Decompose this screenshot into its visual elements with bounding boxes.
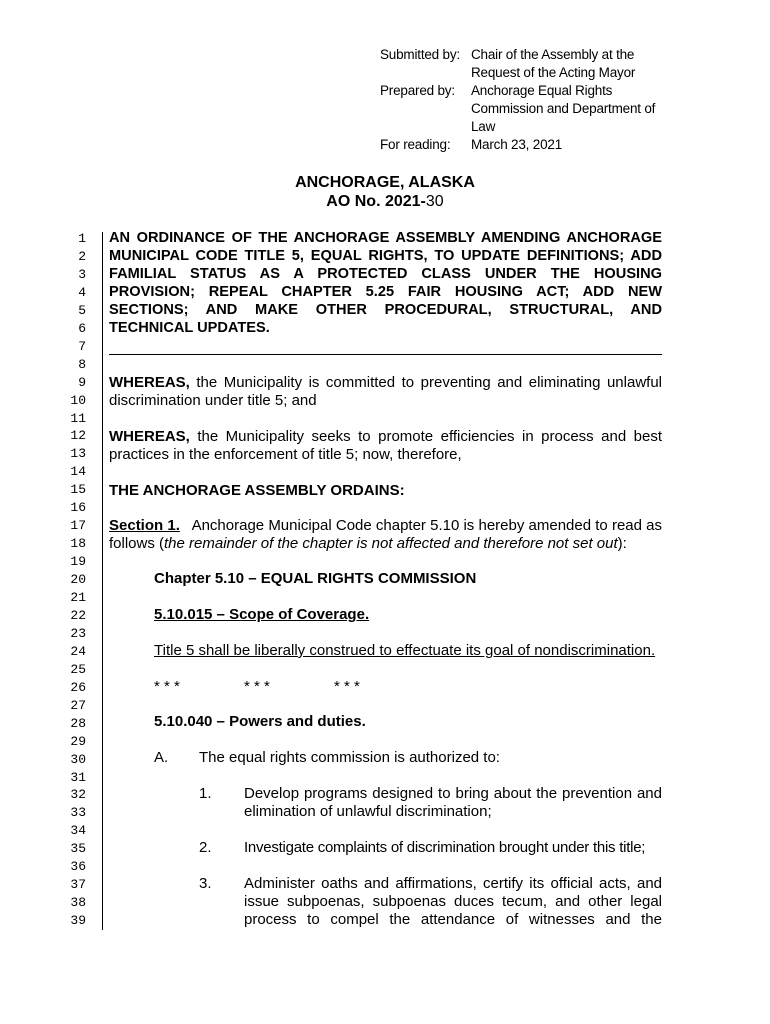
line-number: 22 (70, 607, 86, 623)
subsection-a-label: A. (154, 749, 169, 766)
prepared-by-label: Prepared by: (380, 83, 455, 98)
section-1-text: Anchorage Municipal Code chapter 5.10 is hereby amended to read as follows ( (109, 517, 667, 552)
line-number: 39 (70, 913, 86, 929)
scope-text: Title 5 shall be liberally construed to effectuate its goal of nondiscrimination. (154, 642, 656, 659)
line-number: 32 (70, 787, 86, 803)
line-number: 21 (70, 590, 86, 605)
ordains-statement: THE ANCHORAGE ASSEMBLY ORDAINS: (109, 482, 405, 499)
submitted-by-value: Chair of the Assembly at the Request of the Acting Mayor (471, 47, 636, 80)
line-number: 16 (70, 500, 86, 516)
line-number: 18 (70, 536, 86, 552)
line-number: 27 (70, 697, 86, 713)
item-text: Investigate complaints of discrimination brought under this title; (244, 839, 646, 856)
ordinance-title: AN ORDINANCE OF THE ANCHORAGE ASSEMBLY AMENDING ANCHORAGE MUNICIPAL CODE TITLE 5, EQUAL RIGHTS, TO UPDATE DEFINITIONS; ADD FAMILIAL STATUS AS A PROTECTED CLASS UNDER THE HOUSING PROVISION; REPEAL CHAPTER 5.25 FAIR HOUSING ACT; ADD NEW SECTIONS; AND MAKE OTHER PROCEDURAL, STRUCTURAL, AND TECHNICAL UPDATES. (109, 230, 662, 336)
powers-heading: 5.10.040 – Powers and duties. (154, 713, 366, 730)
line-number: 17 (70, 518, 86, 534)
subsection-a-text: The equal rights commission is authorized to: (199, 749, 500, 766)
omission-marker: * * * (334, 678, 360, 695)
line-number: 38 (70, 895, 86, 911)
title-divider (109, 354, 662, 355)
line-number: 23 (70, 625, 86, 641)
section-1-label: Section 1. (109, 517, 180, 534)
line-number: 34 (70, 823, 86, 839)
line-number: 8 (78, 356, 86, 372)
line-number: 20 (70, 572, 86, 588)
line-number: 6 (78, 320, 86, 336)
section-1 (109, 517, 667, 553)
line-number: 1 (78, 231, 86, 246)
for-reading-value: March 23, 2021 (471, 137, 563, 152)
line-number: 36 (70, 859, 86, 875)
ordinance-number (0, 193, 770, 211)
chapter-heading: Chapter 5.10 – EQUAL RIGHTS COMMISSION (154, 570, 477, 587)
omission-marker: * * * (244, 678, 270, 695)
left-margin-rule (102, 232, 103, 930)
whereas-text: the Municipality seeks to promote efficiencies in process and best practices in the enforcement of title 5; now, therefore, (109, 428, 662, 463)
line-number: 24 (70, 643, 86, 659)
line-number: 31 (70, 769, 86, 785)
line-number: 35 (70, 841, 86, 857)
whereas-clause-1 (109, 374, 662, 410)
line-number: 3 (78, 266, 86, 282)
item-number: 1. (199, 785, 212, 802)
item-text: Administer oaths and affirmations, certify its official acts, and issue subpoenas, subpoenas duces tecum, and other legal process to compel the attendance of witnesses and the (244, 875, 662, 928)
item-text: Develop programs designed to bring about the prevention and elimination of unlawful discrimination; (244, 785, 662, 820)
line-number: 7 (78, 338, 86, 354)
city-heading: ANCHORAGE, ALASKA (295, 174, 475, 191)
line-number: 11 (70, 410, 86, 426)
line-number: 12 (70, 428, 86, 444)
line-number: 4 (78, 284, 86, 300)
for-reading-label: For reading: (380, 137, 451, 152)
item-number: 3. (199, 875, 212, 892)
line-number: 26 (70, 679, 86, 695)
line-number: 33 (70, 805, 86, 821)
section-1-text-end: ): (617, 535, 627, 552)
line-number: 13 (70, 446, 86, 462)
prepared-by-value: Anchorage Equal Rights Commission and Department of Law (471, 83, 656, 134)
line-number: 15 (70, 482, 86, 498)
whereas-lead: WHEREAS, (109, 374, 190, 391)
whereas-lead: WHEREAS, (109, 428, 190, 445)
ao-number: 30 (425, 193, 444, 210)
line-number: 25 (70, 661, 86, 677)
line-number: 9 (78, 374, 86, 390)
item-number: 2. (199, 839, 212, 856)
line-number: 37 (70, 877, 86, 893)
line-number: 19 (70, 554, 86, 570)
whereas-clause-2 (109, 428, 662, 464)
line-number: 5 (78, 302, 86, 318)
omission-marker: * * * (154, 678, 180, 695)
line-number: 29 (70, 733, 86, 749)
scope-heading: 5.10.015 – Scope of Coverage. (154, 606, 370, 623)
line-number: 14 (70, 464, 86, 480)
line-number: 2 (78, 248, 86, 264)
line-number: 10 (70, 392, 86, 408)
ao-prefix: AO No. 2021- (326, 193, 426, 210)
line-number: 28 (70, 715, 86, 731)
line-number: 30 (70, 751, 86, 767)
section-1-italic-note: the remainder of the chapter is not affected and therefore not set out (164, 535, 618, 552)
whereas-text: the Municipality is committed to preventing and eliminating unlawful discrimination under title 5; and (109, 374, 662, 409)
submitted-by-label: Submitted by: (380, 47, 460, 62)
